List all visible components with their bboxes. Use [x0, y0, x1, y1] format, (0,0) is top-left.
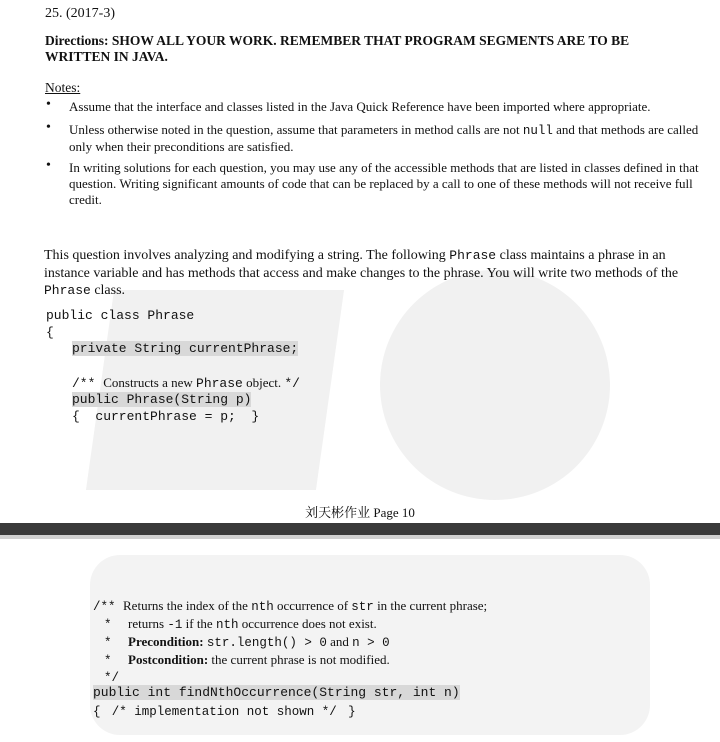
- class-open-brace: {: [46, 325, 54, 340]
- precondition-code: str.length() > 0: [206, 636, 327, 650]
- comment-code: -1: [167, 618, 183, 632]
- comment-code: str: [351, 600, 374, 614]
- note-2-code: null: [522, 124, 553, 138]
- field-declaration: [72, 341, 298, 356]
- bullet-icon: •: [46, 120, 51, 135]
- comment-star: *: [104, 618, 112, 632]
- method-signature: [93, 685, 460, 700]
- intro-paragraph: [44, 247, 709, 300]
- page-footer: 刘天彬作业 Page 10: [305, 505, 415, 520]
- note-3-text: In writing solutions for each question, you may use any of the accessible methods that are listed in classes defined in that question. Writing significant amounts of code that can be replaced by a call to one of these methods will not receive full credit.: [69, 160, 699, 207]
- intro-code-1: Phrase: [449, 248, 497, 263]
- notes-label: Notes:: [45, 80, 81, 95]
- method-comment-star: [104, 634, 112, 650]
- body-open-brace: {: [93, 705, 101, 719]
- method-comment-star: [104, 652, 112, 668]
- method-precondition: [128, 634, 390, 650]
- comment-close: */: [104, 671, 120, 685]
- field-code: private String currentPhrase;: [72, 341, 299, 356]
- bullet-icon: •: [46, 97, 51, 112]
- comment-open: /**: [72, 376, 104, 391]
- constructor-signature-code: public Phrase(String p): [72, 392, 252, 407]
- intro-text-3: class.: [90, 283, 126, 298]
- method-comment-close: [104, 669, 119, 685]
- bullet-icon: •: [46, 158, 51, 173]
- note-3: [69, 160, 709, 208]
- precondition-label: Precondition:: [128, 634, 204, 649]
- comment-close: */: [284, 376, 300, 391]
- body-close-brace: }: [348, 705, 356, 719]
- directions: Directions: SHOW ALL YOUR WORK. REMEMBER THAT PROGRAM SEGMENTS ARE TO BE WRITTEN IN JAVA.: [45, 33, 630, 64]
- intro-code-2: Phrase: [44, 283, 91, 298]
- watermark-shape: [380, 270, 610, 500]
- comment-text: occurrence does not exist.: [238, 616, 377, 631]
- comment-text: occurrence of: [273, 598, 352, 613]
- comment-text: Constructs a new: [103, 375, 197, 390]
- note-2-text: Unless otherwise noted in the question, assume that parameters in method calls are not: [69, 122, 523, 137]
- comment-text: and: [326, 634, 353, 649]
- comment-text: returns: [128, 616, 168, 631]
- comment-open: /**: [93, 600, 124, 614]
- intro-text-2: class maintains a phrase in an instance variable and has methods that access and make changes to the phrase. You will write two methods of the: [44, 248, 679, 281]
- intro-text-1: This question involves analyzing and modifying a string. The following: [44, 248, 450, 263]
- note-2: [69, 122, 709, 155]
- comment-text: if the: [182, 616, 216, 631]
- method-postcondition: [128, 652, 390, 668]
- note-1-text: Assume that the interface and classes listed in the Java Quick Reference have been imported where appropriate.: [69, 99, 651, 114]
- method-body: [93, 703, 356, 719]
- comment-code: nth: [251, 600, 274, 614]
- constructor-body: { currentPhrase = p; }: [72, 409, 260, 424]
- constructor-comment: [72, 375, 300, 391]
- comment-star: *: [104, 654, 112, 668]
- comment-text: the current phrase is not modified.: [208, 652, 390, 667]
- note-1: [69, 99, 709, 115]
- method-comment-line-2: [128, 616, 377, 632]
- note-2-text-after: and that methods are called only when their preconditions are satisfied.: [69, 122, 699, 154]
- comment-code: Phrase: [196, 376, 243, 391]
- method-comment-line-1: [93, 598, 487, 614]
- method-comment-star: [104, 616, 112, 632]
- constructor-signature: [72, 392, 251, 407]
- comment-code: nth: [215, 618, 239, 632]
- question-number: 25. (2017-3): [45, 6, 115, 21]
- comment-text: Returns the index of the: [123, 598, 252, 613]
- page-divider-edge: [0, 535, 720, 539]
- precondition-code: n > 0: [352, 636, 390, 650]
- postcondition-label: Postcondition:: [128, 652, 209, 667]
- comment-star: *: [104, 636, 112, 650]
- comment-text: in the current phrase;: [373, 598, 488, 613]
- page-divider: [0, 523, 720, 535]
- class-declaration: public class Phrase: [46, 308, 195, 323]
- body-comment: /* implementation not shown */: [111, 705, 337, 719]
- comment-text: object.: [242, 375, 285, 390]
- method-signature-code: public int findNthOccurrence(String str, int n): [93, 685, 460, 700]
